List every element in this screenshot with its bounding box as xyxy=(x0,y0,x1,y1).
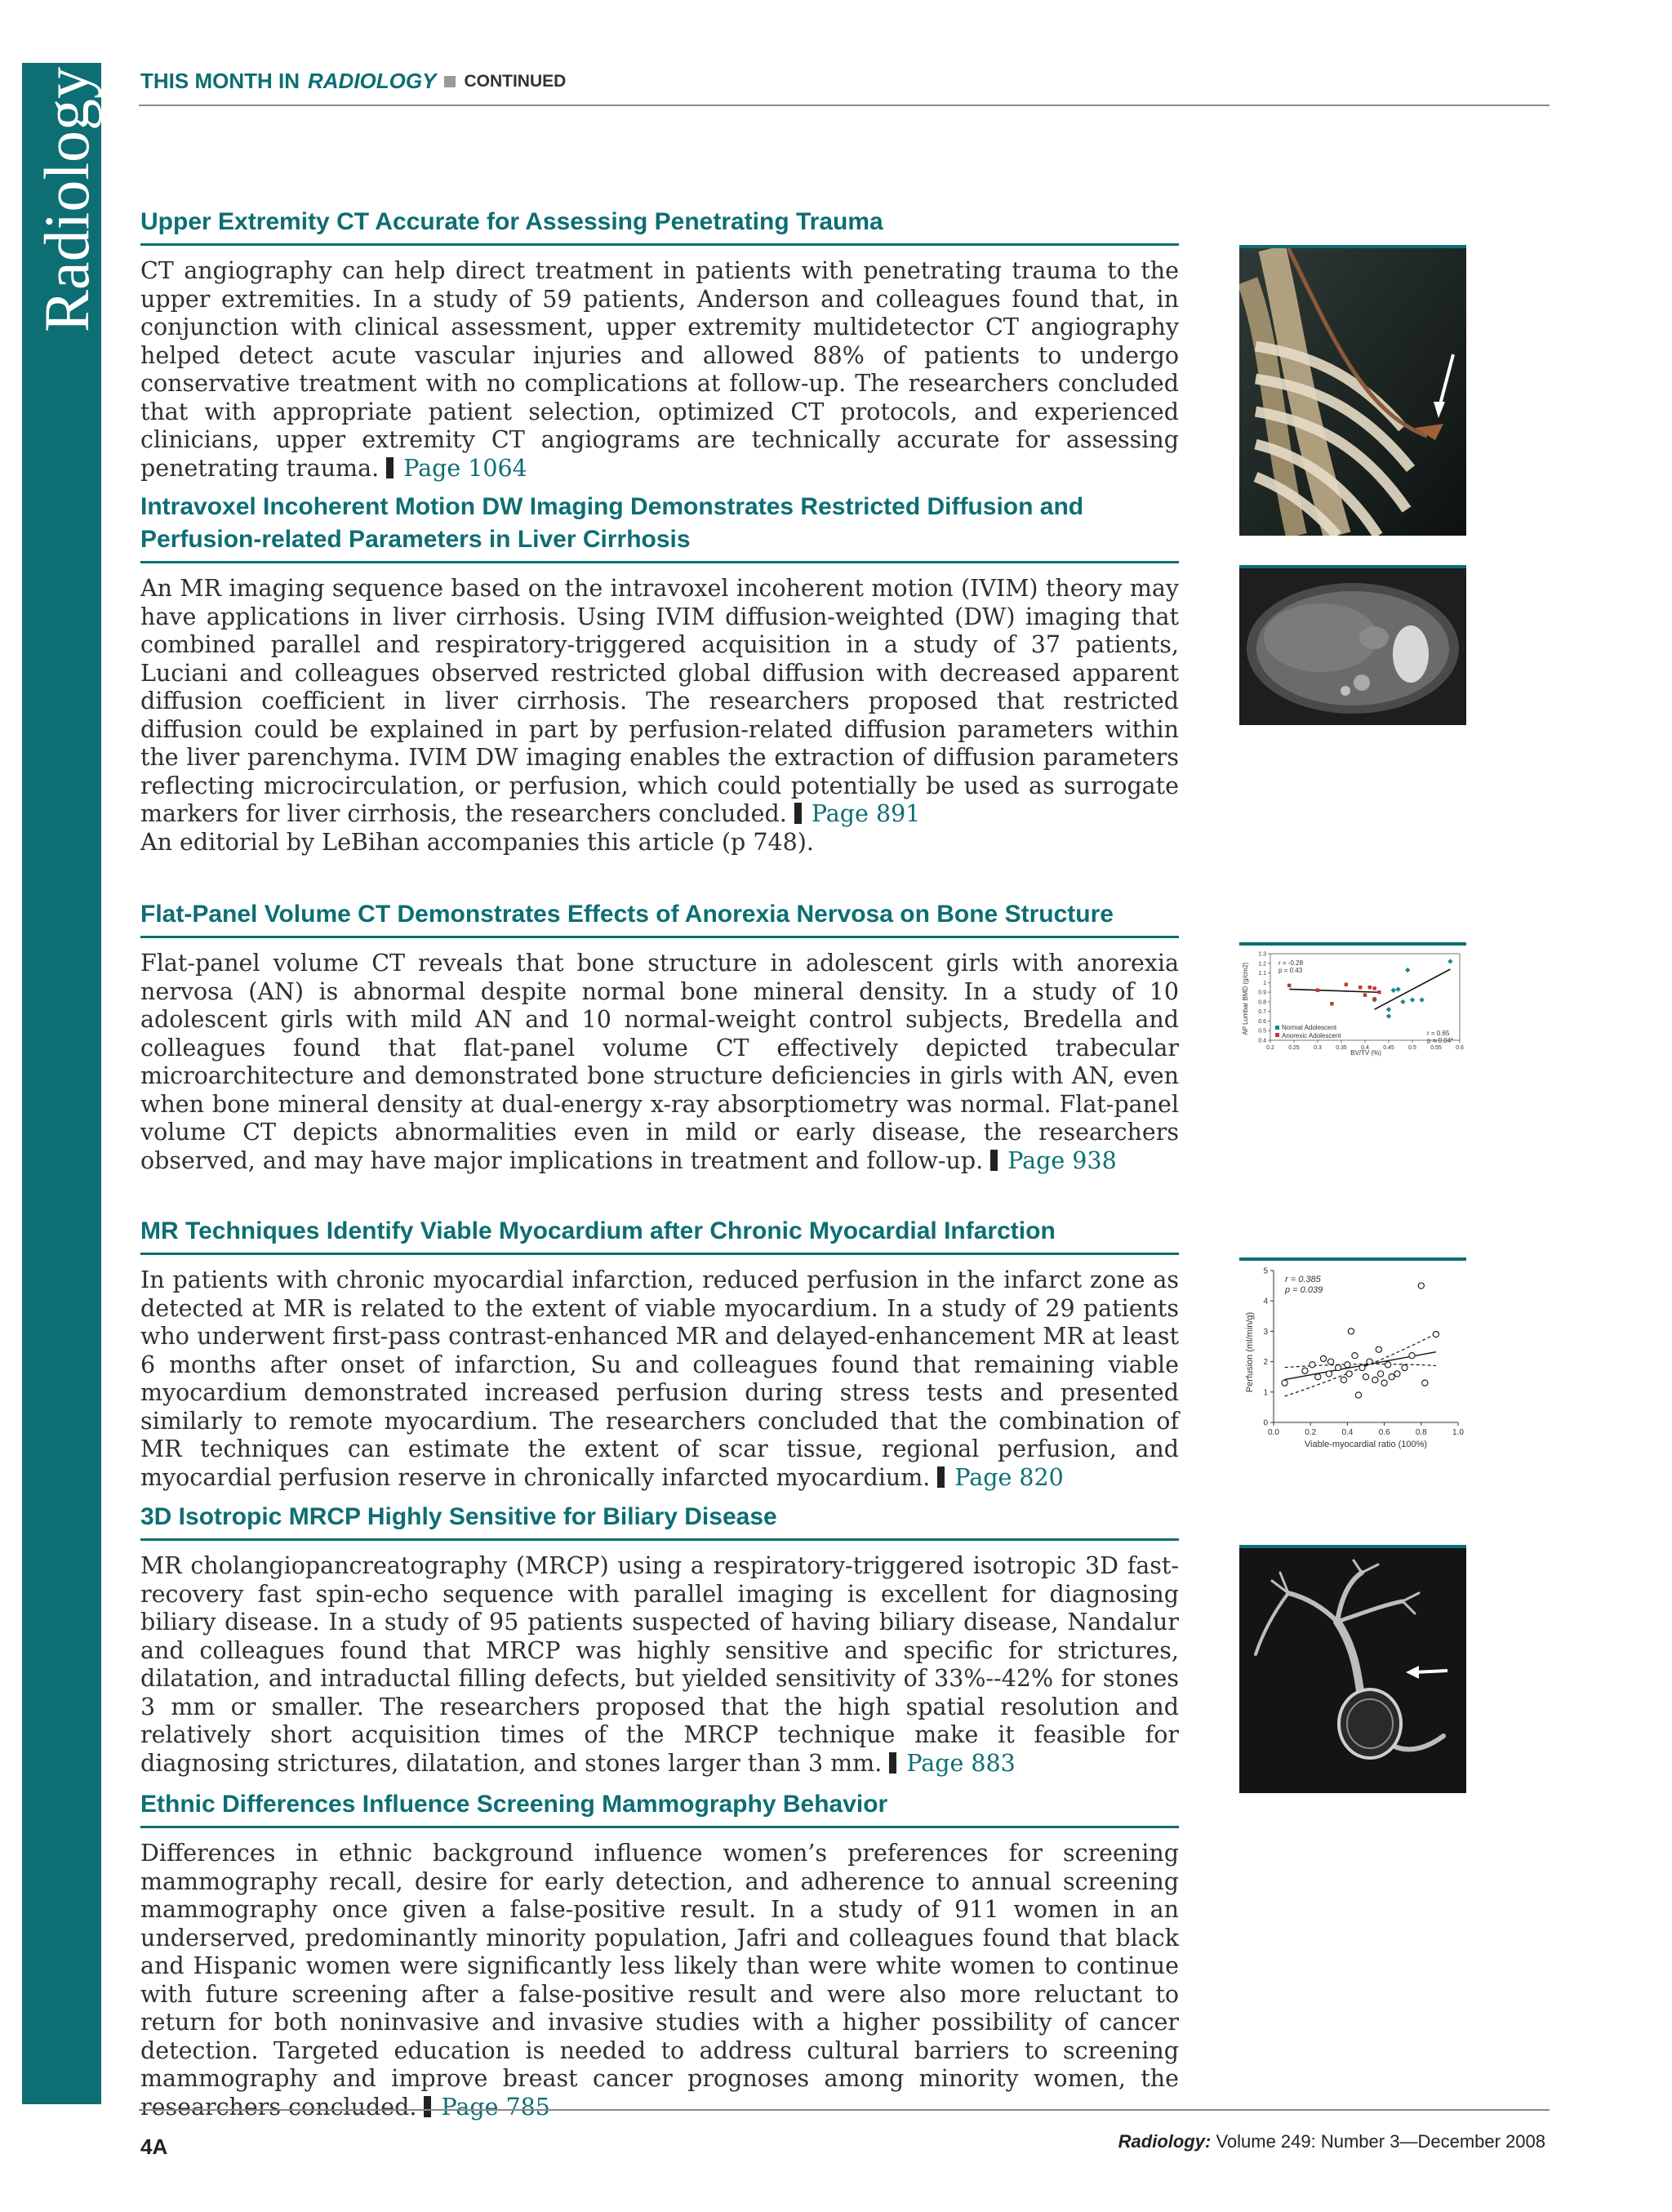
figure-ct-angiogram xyxy=(1239,245,1466,539)
x-tick-label: 0.2 xyxy=(1305,1428,1317,1437)
bmd-scatter-chart xyxy=(1239,942,1466,1060)
x-tick-label: 0.2 xyxy=(1266,1045,1274,1051)
article-body: Differences in ethnic background influence women’s preferences for screening mammography recall, desire for early detection, and adherence to annual screening mammography once given a false-positive result. In a study of 911 women in an underserved, predominantly minority population, Jafri and colleagues found that black and Hispanic women were significantly less likely than were white women to continue with future screening after a false-positive result and were also more reluctant to return for both noninvasive and invasive studies with a higher possibility of cancer detection. Targeted education is needed to address cultural barriers to screening mammography and improve breast cancer prognoses among minority women, the researchers concluded. Page 785 xyxy=(140,1840,1179,2121)
legend-anorexic: Anorexic Adolescent xyxy=(1282,1032,1341,1039)
x-tick-label: 0.4 xyxy=(1361,1045,1369,1051)
y-tick-label: 1.1 xyxy=(1258,971,1266,977)
page-reference[interactable]: Page 820 xyxy=(937,1464,1063,1491)
data-point xyxy=(1355,1392,1361,1398)
data-point-anorexic xyxy=(1368,986,1372,989)
data-point xyxy=(1422,1380,1428,1386)
data-point xyxy=(1394,1371,1400,1377)
x-tick-label: 0.6 xyxy=(1378,1428,1390,1437)
data-point xyxy=(1409,1353,1415,1359)
data-point-anorexic xyxy=(1377,990,1381,994)
data-point xyxy=(1389,1374,1394,1380)
data-point xyxy=(1372,1377,1378,1382)
footer-issue: Volume 249: Number 3—December 2008 xyxy=(1216,2131,1545,2152)
y-tick-label: 0.8 xyxy=(1258,999,1266,1006)
data-point xyxy=(1376,1346,1381,1352)
marker-icon xyxy=(386,457,394,478)
article-title: Flat-Panel Volume CT Demonstrates Effects of Anorexia Nervosa on Bone Structure xyxy=(140,898,1179,938)
x-tick-label: 0.5 xyxy=(1408,1045,1416,1051)
data-point xyxy=(1346,1371,1352,1377)
data-point xyxy=(1385,1362,1391,1368)
y-tick-label: 1 xyxy=(1263,1388,1268,1398)
data-point xyxy=(1359,1364,1365,1370)
data-point-anorexic xyxy=(1358,986,1362,989)
article-body: CT angiography can help direct treatment in patients with penetrating trauma to the upper extremities. In a study of 59 patients, Anderson and colleagues found that, in conjunction with clinical assessment, upper extremity multidetector CT angiography helped detect acute vascular injuries and allowed 88% of patients to undergo conservative treatment with no complications at follow-up. The researchers concluded that with appropriate patient selection, optimized CT protocols, and experienced clinicians, upper extremity CT angiograms are technically accurate for assessing penetrating trauma. Page 1064 xyxy=(140,257,1179,482)
marker-icon xyxy=(990,1150,998,1171)
data-point xyxy=(1315,1374,1321,1380)
sidebar-band xyxy=(22,63,101,2104)
data-point xyxy=(1367,1359,1372,1364)
article-viable-myocardium xyxy=(140,1215,1179,1492)
page-reference[interactable]: Page 785 xyxy=(424,2094,549,2121)
page-number: 4A xyxy=(140,2134,168,2159)
x-tick-label: 0.55 xyxy=(1430,1045,1442,1051)
data-point xyxy=(1302,1368,1308,1373)
data-point xyxy=(1418,1283,1424,1288)
article-body: Flat-panel volume CT reveals that bone structure in adolescent girls with anorexia nervosa (AN) is abnormal despite normal bone mineral density. In a study of 10 adolescent girls with mild AN and 10 normal-weight control subjects, Bredella and colleagues found that flat-panel volume CT effectively depicted trabecular microarchitecture and demonstrated bone structure deficiencies in girls with AN, even when bone mineral density at dual-energy x-ray absorptiometry was normal. Flat-panel volume CT depicts abnormalities even in mild or early disease, the researchers observed, and may have major implications in treatment and follow-up. Page 938 xyxy=(140,950,1179,1174)
page-reference[interactable]: Page 883 xyxy=(889,1750,1015,1777)
anorexic-annotation: r = -0.28 p = 0.43 xyxy=(1278,959,1304,974)
article-anorexia-bone xyxy=(140,898,1179,1175)
marker-icon xyxy=(889,1752,896,1774)
article-title: Intravoxel Incoherent Motion DW Imaging Demonstrates Restricted Diffusion and Perfusion-related Parameters in Liver Cirrhosis xyxy=(140,491,1179,563)
data-point xyxy=(1320,1355,1326,1361)
x-tick-label: 0.3 xyxy=(1314,1045,1322,1051)
article-title: MR Techniques Identify Viable Myocardium after Chronic Myocardial Infarction xyxy=(140,1215,1179,1255)
figure-liver-dw xyxy=(1239,565,1466,728)
header-journal: RADIOLOGY xyxy=(308,69,437,93)
article-body: MR cholangiopancreatography (MRCP) using a respiratory-triggered isotropic 3D fast-recovery fast spin-echo sequence with parallel imaging is excellent for diagnosing biliary disease. In a study of 95 patients suspected of having biliary disease, Nandalur and colleagues found that MRCP was highly sensitive and specific for strictures, dilatation, and intraductal filling defects, but yielded sensitivity of 33%--42% for stones 3 mm or smaller. The researchers proposed that the high spatial resolution and relatively short acquisition times of the MRCP technique make it feasible for diagnosing strictures, dilatation, and stones larger than 3 mm. Page 883 xyxy=(140,1552,1179,1777)
footer-citation xyxy=(1118,2131,1545,2152)
data-point xyxy=(1326,1371,1332,1377)
y-tick-label: 0.4 xyxy=(1258,1038,1266,1044)
data-point xyxy=(1352,1353,1358,1359)
page-reference[interactable]: Page 938 xyxy=(990,1147,1116,1174)
article-title: 3D Isotropic MRCP Highly Sensitive for Biliary Disease xyxy=(140,1501,1179,1541)
x-tick-label: 0.0 xyxy=(1268,1428,1279,1437)
data-point-anorexic xyxy=(1363,993,1367,996)
data-point xyxy=(1402,1364,1407,1370)
data-point-anorexic xyxy=(1345,982,1348,986)
figure-perfusion-chart xyxy=(1239,1257,1466,1467)
y-tick-label: 3 xyxy=(1263,1327,1268,1337)
normal-annotation: r = 0.65 p = 0.04* xyxy=(1427,1030,1454,1044)
x-tick-label: 0.8 xyxy=(1415,1428,1427,1437)
x-axis-label: Viable-myocardial ratio (100%) xyxy=(1304,1440,1428,1449)
section-header xyxy=(140,69,566,94)
page-reference[interactable]: Page 1064 xyxy=(386,455,527,482)
y-tick-label: 1.3 xyxy=(1258,951,1266,958)
x-tick-label: 0.4 xyxy=(1341,1428,1354,1437)
liver-dw-image xyxy=(1239,565,1466,725)
chart-legend xyxy=(1275,1024,1341,1039)
y-tick-label: 5 xyxy=(1263,1266,1268,1276)
marker-icon xyxy=(794,803,802,824)
header-rule xyxy=(139,105,1550,106)
marker-icon xyxy=(937,1467,945,1488)
x-tick-label: 0.35 xyxy=(1336,1045,1347,1051)
article-mammography xyxy=(140,1788,1179,2121)
y-tick-label: 0.9 xyxy=(1258,990,1266,996)
legend-normal: Normal Adolescent xyxy=(1282,1024,1337,1031)
square-icon xyxy=(444,76,456,87)
data-point-anorexic xyxy=(1372,997,1376,1000)
editorial-note: An editorial by LeBihan accompanies this article (p 748). xyxy=(140,828,814,856)
data-point xyxy=(1282,1380,1287,1386)
x-tick-label: 1.0 xyxy=(1452,1428,1464,1437)
article-upper-extremity-ct xyxy=(140,206,1179,483)
article-title: Ethnic Differences Influence Screening Mammography Behavior xyxy=(140,1788,1179,1828)
article-ivim-liver xyxy=(140,491,1179,857)
data-point xyxy=(1363,1374,1368,1380)
legend-swatch-normal xyxy=(1275,1026,1279,1030)
article-mrcp xyxy=(140,1501,1179,1778)
marker-icon xyxy=(424,2096,431,2117)
data-point xyxy=(1341,1377,1346,1382)
data-point-anorexic xyxy=(1316,989,1319,992)
y-tick-label: 2 xyxy=(1263,1358,1268,1368)
legend-swatch-anorexic xyxy=(1275,1033,1279,1037)
header-prefix: THIS MONTH IN xyxy=(140,69,300,93)
y-tick-label: 1.2 xyxy=(1258,961,1266,968)
data-point xyxy=(1348,1329,1354,1334)
header-continued: CONTINUED xyxy=(464,71,567,91)
data-point xyxy=(1336,1364,1341,1370)
x-tick-label: 0.6 xyxy=(1456,1045,1464,1051)
article-title: Upper Extremity CT Accurate for Assessing Penetrating Trauma xyxy=(140,206,1179,246)
y-tick-label: 1 xyxy=(1263,980,1266,986)
figure-mrcp xyxy=(1239,1545,1466,1796)
y-tick-label: 0.5 xyxy=(1258,1028,1266,1035)
data-point xyxy=(1381,1380,1387,1386)
x-tick-label: 0.45 xyxy=(1383,1045,1394,1051)
journal-wordmark: Radiology xyxy=(31,67,102,332)
article-body: An MR imaging sequence based on the intravoxel incoherent motion (IVIM) theory may have applications in liver cirrhosis. Using IVIM diffusion-weighted (DW) imaging that combined parallel and respiratory-triggered acquisition in a study of 37 patients, Luciani and colleagues observed restricted global diffusion with decreased apparent diffusion coefficient in liver cirrhosis. The researchers proposed that restricted diffusion could be explained in part by perfusion-related diffusion parameters within the liver parenchyma. IVIM DW imaging enables the extraction of diffusion parameters reflecting microcirculation, or perfusion, which could potentially be used as surrogate markers for liver cirrhosis, the researchers concluded. Page 891 xyxy=(140,575,1179,827)
y-tick-label: 0.7 xyxy=(1258,1009,1266,1016)
perfusion-scatter-chart xyxy=(1239,1257,1466,1463)
ct-angiogram-image xyxy=(1239,245,1466,536)
x-axis-label: BV/TV (%) xyxy=(1350,1049,1381,1057)
y-tick-label: 0 xyxy=(1263,1418,1268,1428)
y-tick-label: 0.6 xyxy=(1258,1018,1266,1025)
data-point xyxy=(1433,1332,1439,1337)
page-reference[interactable]: Page 891 xyxy=(794,800,920,827)
y-tick-label: 4 xyxy=(1263,1297,1268,1306)
y-axis-label: Perfusion (ml/min/g) xyxy=(1245,1311,1255,1393)
article-body: In patients with chronic myocardial infarction, reduced perfusion in the infarct zone as detected at MR is related to the extent of viable myocardium. In a study of 29 patients who underwent first-pass contrast-enhanced MR and delayed-enhancement MR at least 6 months after onset of infarction, Su and colleagues found that remaining viable myocardium demonstrated increased perfusion during stress tests and presented similarly to remote myocardium. The researchers concluded that the combination of MR techniques can estimate the extent of scar tissue, regional perfusion, and myocardial perfusion reserve in chronically infarcted myocardium. Page 820 xyxy=(140,1266,1179,1491)
x-tick-label: 0.25 xyxy=(1288,1045,1300,1051)
data-point-anorexic xyxy=(1287,984,1291,987)
data-point xyxy=(1345,1362,1350,1368)
data-point xyxy=(1377,1371,1383,1377)
data-point-anorexic xyxy=(1330,1002,1333,1005)
mrcp-image xyxy=(1239,1545,1466,1793)
data-point xyxy=(1327,1359,1333,1364)
y-axis-label: AP Lumbar BMD (g/cm2) xyxy=(1242,962,1249,1035)
footer-rule xyxy=(139,2109,1550,2111)
figure-bmd-chart xyxy=(1239,942,1466,1063)
data-point xyxy=(1310,1362,1315,1368)
footer-journal: Radiology: xyxy=(1118,2131,1212,2152)
data-point-anorexic xyxy=(1372,986,1376,990)
perfusion-annotation: r = 0.385 p = 0.039 xyxy=(1285,1275,1323,1295)
